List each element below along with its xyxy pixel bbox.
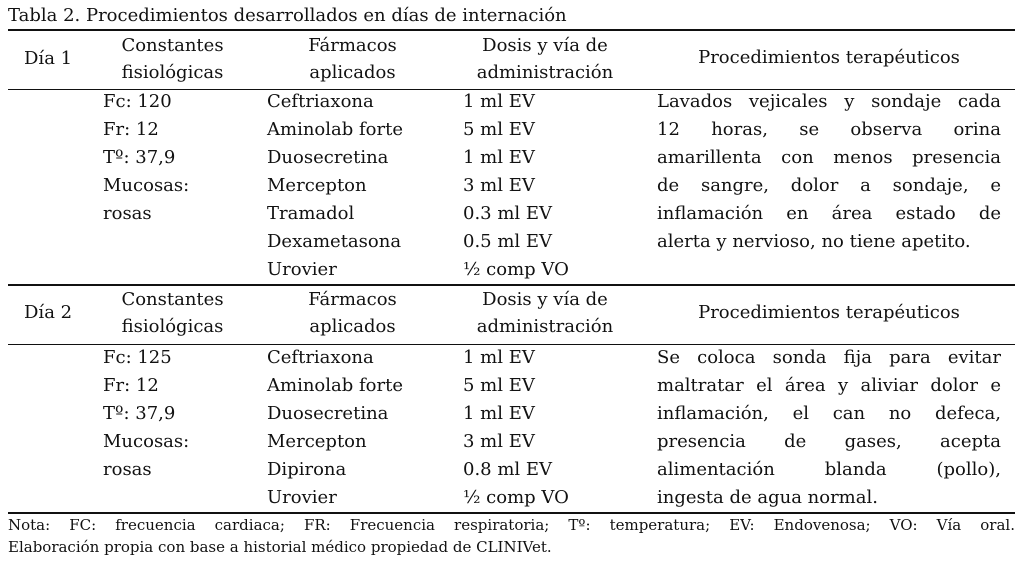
doses-column [463,344,569,512]
drug-item: Mercepton [267,431,367,452]
constant-item: Fr: 12 [103,375,159,396]
drug-item: Urovier [267,487,337,508]
drug-item: Ceftriaxona [267,91,374,112]
drug-item: Mercepton [267,175,367,196]
dose-item: 0.8 ml EV [463,459,553,480]
drug-item: Dexametasona [267,231,402,252]
drug-item: Urovier [267,259,337,280]
table-note: Nota: FC: frecuencia cardiaca; FR: Frecuencia respiratoria; Tº: temperatura; EV: Endovenosa; VO: Vía oral. Elaboración propia con base a historial médico propiedad de CLINIVet. [8,516,1015,556]
constant-item: Fc: 125 [103,347,172,368]
dose-item: 3 ml EV [463,175,535,196]
dose-item: 1 ml EV [463,347,535,368]
constants-column [103,344,189,484]
procedures-text: Lavados vejicales y sondaje cada 12 horas, se observa orina amarillenta con menos presencia de sangre, dolor a sondaje, e inflamación en área estado de alerta y nervioso, no tiene apetito. [657,91,1001,252]
drug-item: Ceftriaxona [267,347,374,368]
drug-item: Aminolab forte [267,119,403,140]
dose-item: ½ comp VO [463,259,569,280]
constant-item: Mucosas: [103,175,190,196]
header-dose: Dosis y vía de administración [476,35,614,83]
dose-item: 0.3 ml EV [463,203,553,224]
dose-item: 0.5 ml EV [463,231,553,252]
constant-item: Fc: 120 [103,91,172,112]
drug-item: Duosecretina [267,403,389,424]
dose-item: ½ comp VO [463,487,569,508]
header-procedures: Procedimientos terapéuticos [698,47,960,68]
day-label: Día 2 [24,302,73,323]
dose-item: 5 ml EV [463,119,535,140]
drugs-column [267,344,403,512]
table-caption: Tabla 2. Procedimientos desarrollados en días de internación [8,5,567,26]
header-constants: Constantes fisiológicas [121,289,224,337]
header-drugs: Fármacos aplicados [308,35,397,83]
drugs-column [267,88,403,284]
constant-item: Mucosas: [103,431,190,452]
day-label: Día 1 [24,48,73,69]
dose-item: 1 ml EV [463,403,535,424]
drug-item: Duosecretina [267,147,389,168]
header-constants: Constantes fisiológicas [121,35,224,83]
constant-item: rosas [103,203,152,224]
constant-item: Tº: 37,9 [103,403,176,424]
header-dose: Dosis y vía de administración [476,289,614,337]
constant-item: Fr: 12 [103,119,159,140]
procedures-text: Se coloca sonda fija para evitar maltratar el área y aliviar dolor e inflamación, el can no defeca, presencia de gases, acepta alimentación blanda (pollo), ingesta de agua normal. [657,347,1001,508]
header-drugs: Fármacos aplicados [308,289,397,337]
drug-item: Dipirona [267,459,347,480]
top-rule [8,29,1015,31]
constant-item: Tº: 37,9 [103,147,176,168]
header-procedures: Procedimientos terapéuticos [698,302,960,323]
constant-item: rosas [103,459,152,480]
drug-item: Tramadol [267,203,355,224]
dose-item: 3 ml EV [463,431,535,452]
doses-column [463,88,569,284]
constants-column [103,88,189,228]
dose-item: 5 ml EV [463,375,535,396]
drug-item: Aminolab forte [267,375,403,396]
dose-item: 1 ml EV [463,147,535,168]
dose-item: 1 ml EV [463,91,535,112]
